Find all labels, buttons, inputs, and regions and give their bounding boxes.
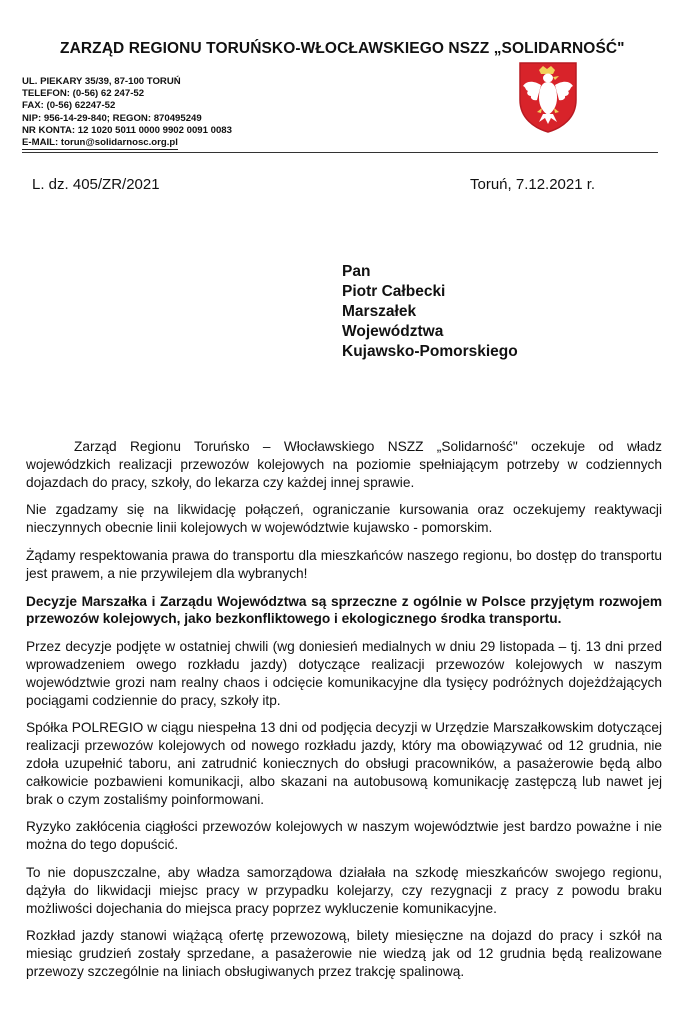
fax-line: FAX: (0-56) 62247-52: [22, 100, 116, 112]
reference-number: L. dz. 405/ZR/2021: [32, 176, 160, 193]
recipient-office-line1: Województwa: [342, 323, 444, 340]
paragraph-5: Przez decyzje podjęte w ostatniej chwili (wg doniesień medialnych w dniu 29 listopada – tj. 13 dni przed wprowadzeniem owego rozkładu jazdy) dotyczące realizacji przewozów kolejowych w naszym województwie grozi nam realny chaos i odcięcie komunikacyjne dla tysięcy podróżnych dojeżdżających pociągami codziennie do pracy, szkoły itp.: [26, 639, 662, 708]
paragraph-4-bold: Decyzje Marszałka i Zarządu Województwa są sprzeczne z ogólnie w Polsce przyjętym rozwojem przewozów kolejowych, jako bezkonfliktowego i ekologicznego środka transportu.: [26, 593, 662, 627]
contact-block: [22, 76, 342, 150]
paragraph-7: Ryzyko zakłócenia ciągłości przewozów kolejowych w naszym województwie jest bardzo poważne i nie można do tego dopuścić.: [26, 819, 662, 853]
paragraph-2: Nie zgadzamy się na likwidację połączeń, ograniczanie kursowania oraz oczekujemy reaktywacji nieczynnych obecnie linii kolejowych w województwie kujawsko - pomorskim.: [26, 502, 662, 536]
paragraph-1: Zarząd Regionu Toruńsko – Włocławskiego NSZZ „Solidarność" oczekuje od władz wojewódzkich realizacji przewozów kolejowych na poziomie spełniającym potrzeby w codziennych dojazdach do pracy, szkoły, do lekarza czy każdej innej sprawie.: [26, 439, 662, 490]
paragraph-3: Żądamy respektowania prawa do transportu dla mieszkańców naszego regionu, bo dostęp do transportu jest prawem, a nie przywilejem dla wybranych!: [26, 547, 662, 581]
paragraph-6: Spółka POLREGIO w ciągu niespełna 13 dni od podjęcia decyzji w Urzędzie Marszałkowskim dotyczącej realizacji przewozów kolejowych od nowego rozkładu jazdy, który ma obowiązywać od 12 grudnia, nie zdoła uzupełnić taboru, ani zatrudnić koniecznych do obsługi pracowników, a pasażerowie będą albo całkowicie pozbawieni komunikacji, albo skazani na autobusową komunikację zastępczą lub nawet jej brak o czym zostaliśmy poinformowani.: [26, 720, 662, 807]
address-line: UL. PIEKARY 35/39, 87-100 TORUŃ: [22, 76, 181, 87]
phone-line: TELEFON: (0-56) 62 247-52: [22, 88, 145, 100]
recipient-salutation: Pan: [342, 263, 371, 280]
email-line: E-MAIL: torun@solidarnosc.org.pl: [22, 137, 178, 150]
white-eagle-on-red-shield-icon: [517, 60, 579, 134]
recipient-block: [342, 262, 518, 362]
nip-regon-line: NIP: 956-14-29-840; REGON: 870495249: [22, 112, 202, 124]
recipient-name: Piotr Całbecki: [342, 283, 446, 300]
letter-body: [26, 438, 662, 991]
bank-account-line: NR KONTA: 12 1020 5011 0000 9902 0091 0083: [22, 124, 232, 136]
header-divider: [22, 152, 658, 153]
paragraph-8: To nie dopuszczalne, aby władza samorządowa działała na szkodę mieszkańców swojego regionu, dążyła do likwidacji miejsc pracy w przypadku kolejarzy, czy rezygnacji z pracy z powodu braku możliwości dojechania do miejsca pracy poprzez wykluczenie komunikacyjne.: [26, 864, 662, 916]
paragraph-9: Rozkład jazdy stanowi wiążącą ofertę przewozową, bilety miesięczne na dojazd do pracy i szkół na miesiąc grudzień zostały sprzedane, a pasażerowie nie wiedzą jak od 12 grudnia będą realizowane przewozy szczególnie na liniach obsługiwanych przez trakcję spalinową.: [26, 928, 662, 979]
place-and-date: Toruń, 7.12.2021 r.: [470, 176, 596, 193]
organization-title: ZARZĄD REGIONU TORUŃSKO-WŁOCŁAWSKIEGO NSZZ „SOLIDARNOŚĆ": [60, 40, 625, 57]
recipient-office-line2: Kujawsko-Pomorskiego: [342, 343, 518, 360]
recipient-title: Marszałek: [342, 303, 417, 320]
